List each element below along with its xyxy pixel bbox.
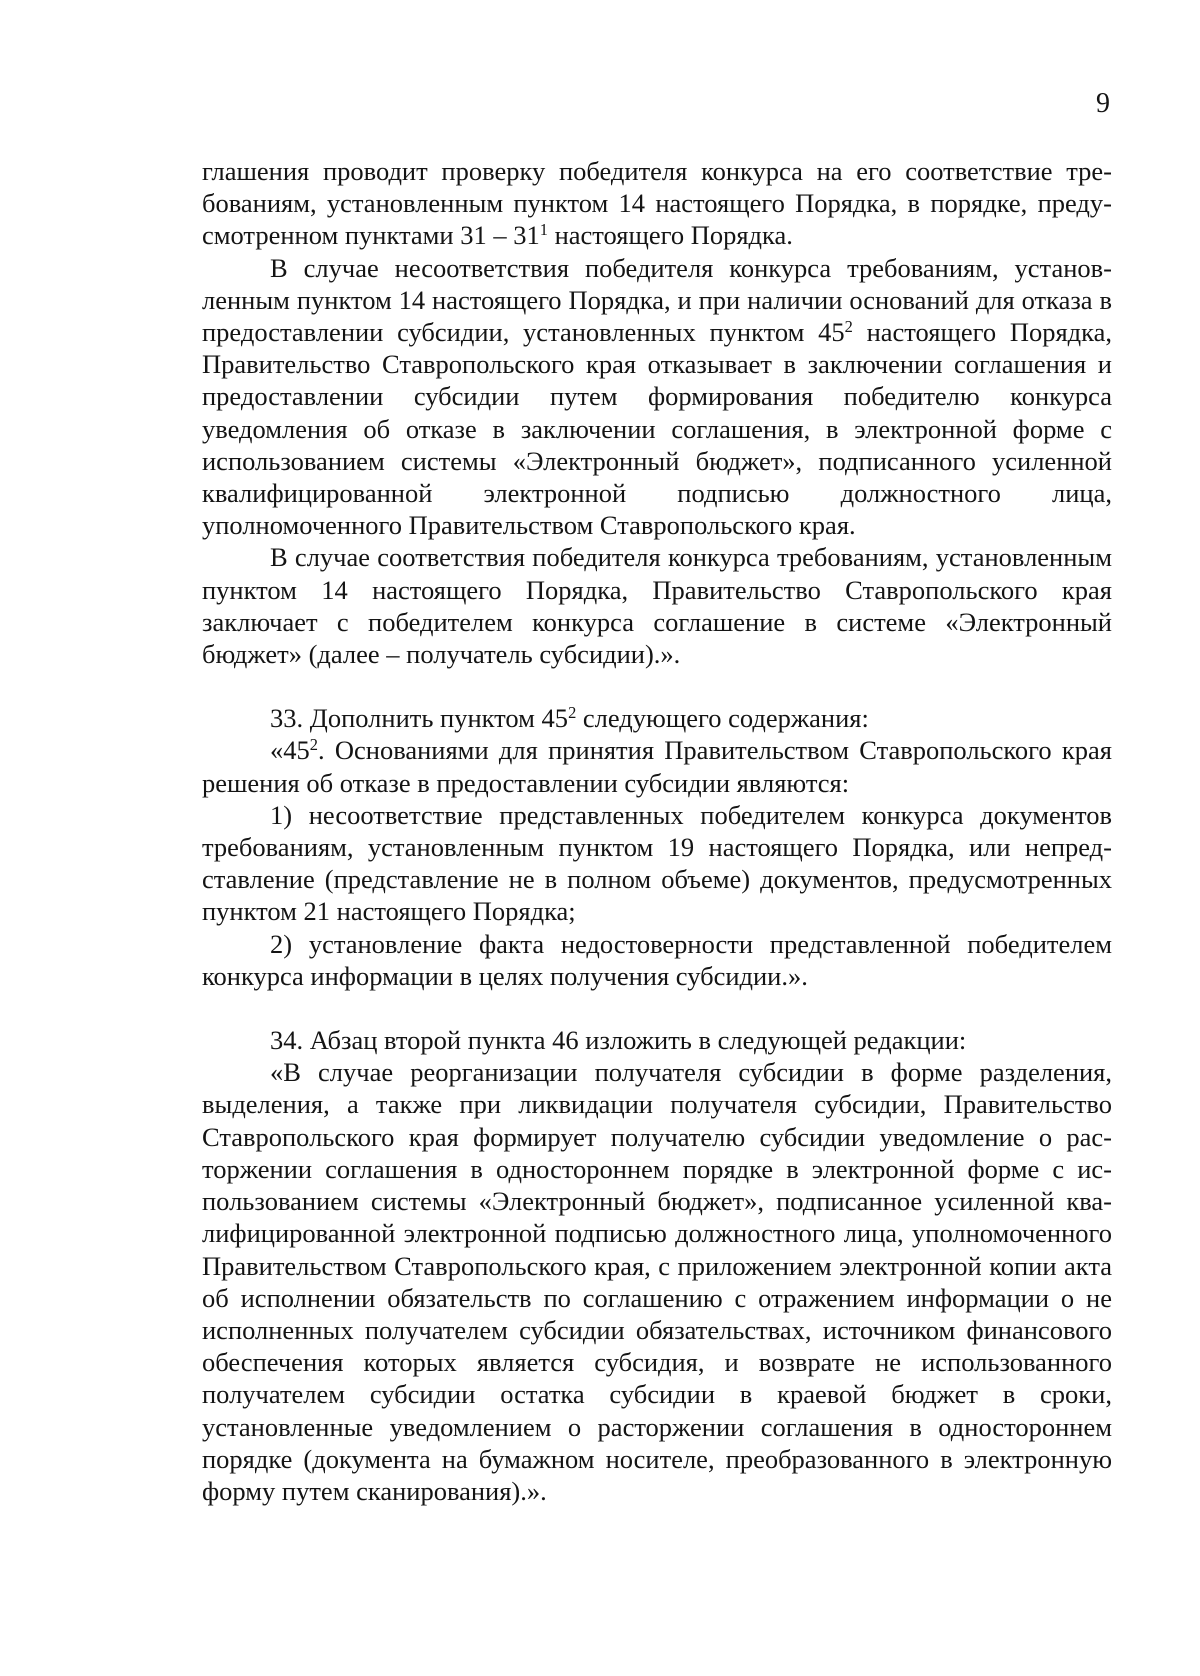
superscript-index: 2 [309,735,318,755]
clause-34-heading: 34. Абзац второй пункта 46 изложить в следующей редакции: [270,1025,967,1056]
superscript-index: 1 [539,220,548,240]
superscript-index: 2 [568,703,577,723]
clause-45-2-intro: «$45^2$. Основаниями для принятия Правительством Ставропольского края решения об отказе в предоставлении субсидии являются: [202,735,1112,798]
paragraph-compliance: В случае соответствия победителя конкурса требованиям, установленным пунктом 14 настоящего Порядка, Правительство Ставропольского края заключает с победителем конкурса соглашение в системе «Электронный бюджет» (далее – получатель субсидии).». [202,542,1112,670]
clause-45-2-item-1: 1) несоответствие представленных победителем конкурса документов требованиям, установленным пунктом 19 настоящего Порядка, или непредставление (представление не в полном объеме) документов, предусмотренных пунктом 21 настоящего Порядка; [202,799,1112,927]
clause-33-heading: 33. Дополнить пунктом $45^2$ следующего содержания: [270,703,869,734]
page-number: 9 [1096,88,1110,119]
superscript-index: 2 [844,316,853,336]
paragraph-continuation: глашения проводит проверку победителя конкурса на его соответствие требованиям, установленным пунктом 14 настоящего Порядка, в порядке, предусмотренном пунктами $31 - 31^1$ настоящего Порядка. [202,156,1112,251]
clause-45-2-item-2: 2) установление факта недостоверности представленной победителем конкурса информации в целях получения субсидии.». [202,928,1112,991]
clause-46-new-text: «В случае реорганизации получателя субсидии в форме разделения, выделения, а также при ликвидации получателя субсидии, Правительство Ставропольского края формирует получателю субсидии уведомление о расторжении соглашения в одностороннем порядке в электронной форме с использованием системы «Электронный бюджет», подписанное усиленной квалифицированной электронной подписью должностного лица, уполномоченного Правительством Ставропольского края, с приложением электронной копии акта об исполнении обязательств по соглашению с отражением информации о не исполненных получателем субсидии обязательствах, источником финансового обеспечения которых является субсидия, и возврате не использованного получателем субсидии остатка субсидии в краевой бюджет в сроки, установленные уведомлением о расторжении соглашения в одностороннем порядке (документа на бумажном носителе, преобразованного в электронную форму путем сканирования).». [202,1057,1112,1506]
paragraph-noncompliance: В случае несоответствия победителя конкурса требованиям, установленным пунктом 14 настоящего Порядка, и при наличии оснований для отказа в предоставлении субсидии, установленных пунктом $45^2$ настоящего Порядка, Правительство Ставропольского края отказывает в заключении соглашения и предоставлении субсидии путем формирования победителю конкурса уведомления об отказе в заключении соглашения, в электронной форме с использованием системы «Электронный бюджет», подписанного усиленной квалифицированной электронной подписью должностного лица, уполномоченного Правительством Ставропольского края. [202,252,1113,541]
document-body [202,155,1112,1507]
